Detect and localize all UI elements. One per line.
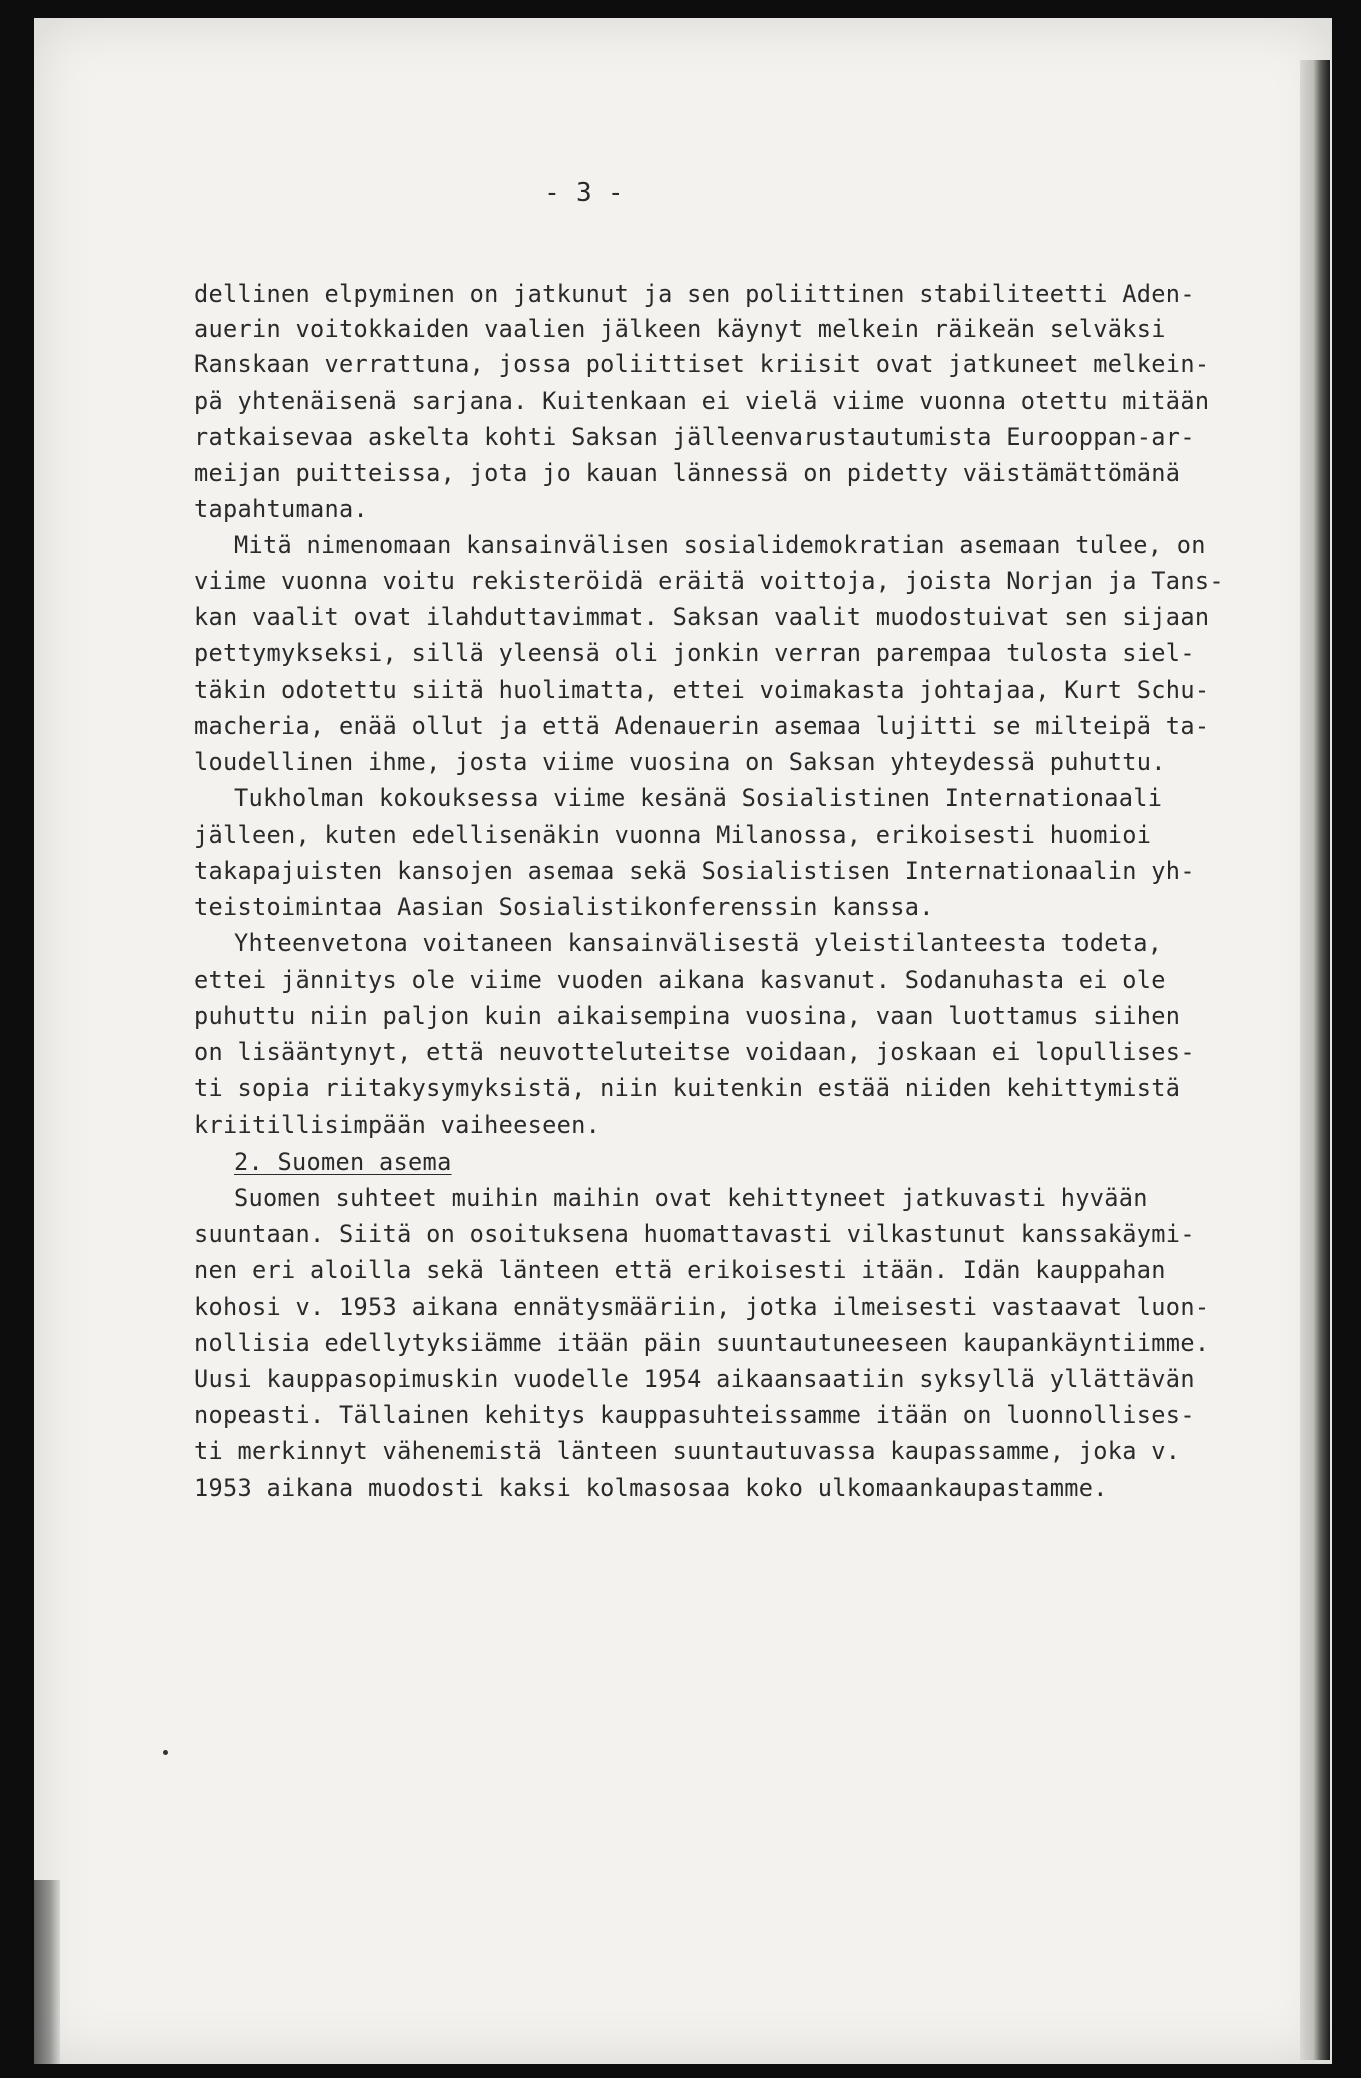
stray-mark xyxy=(163,1750,168,1755)
text-line: nopeasti. Tällainen kehitys kauppasuhteissamme itään on luonnollises- xyxy=(194,1401,1195,1429)
text-line: nen eri aloilla sekä länteen että erikoisesti itään. Idän kauppahan xyxy=(194,1256,1166,1284)
text-line: auerin voitokkaiden vaalien jälkeen käynyt melkein räikeän selväksi xyxy=(194,315,1166,343)
text-line: puhuttu niin paljon kuin aikaisempina vuosina, vaan luottamus siihen xyxy=(194,1002,1181,1030)
text-line: loudellinen ihme, josta viime vuosina on Saksan yhteydessä puhuttu. xyxy=(194,748,1166,776)
text-line: ettei jännitys ole viime vuoden aikana kasvanut. Sodanuhasta ei ole xyxy=(194,966,1166,994)
text-line: pettymykseksi, sillä yleensä oli jonkin verran parempaa tulosta siel- xyxy=(194,639,1195,667)
text-line: suuntaan. Siitä on osoituksena huomattavasti vilkastunut kanssakäymi- xyxy=(194,1220,1195,1248)
text-line: ratkaisevaa askelta kohti Saksan jälleenvarustautumista Eurooppan-ar- xyxy=(194,423,1195,451)
text-line: kohosi v. 1953 aikana ennätysmääriin, jotka ilmeisesti vastaavat luon- xyxy=(194,1293,1210,1321)
text-line: Ranskaan verrattuna, jossa poliittiset kriisit ovat jatkuneet melkein- xyxy=(194,350,1210,378)
section-heading: 2. Suomen asema xyxy=(234,1148,452,1176)
text-line: tapahtumana. xyxy=(194,495,369,523)
page-number: - 3 - xyxy=(544,178,624,208)
text-line: Mitä nimenomaan kansainvälisen sosialidemokratian asemaan tulee, on xyxy=(234,531,1206,559)
text-line: takapajuisten kansojen asemaa sekä Sosialistisen Internationaalin yh- xyxy=(194,857,1195,885)
text-line: ti sopia riitakysymyksistä, niin kuitenkin estää niiden kehittymistä xyxy=(194,1074,1181,1102)
page-edge-right xyxy=(1300,60,1330,2060)
text-line: meijan puitteissa, jota jo kauan lännessä on pidetty väistämättömänä xyxy=(194,459,1181,487)
text-line: Yhteenvetona voitaneen kansainvälisestä yleistilanteesta todeta, xyxy=(234,929,1163,957)
text-line: nollisia edellytyksiämme itään päin suuntautuneeseen kaupankäyntiimme. xyxy=(194,1329,1210,1357)
text-line: ti merkinnyt vähenemistä länteen suuntautuvassa kaupassamme, joka v. xyxy=(194,1437,1181,1465)
text-line: kriitillisimpään vaiheeseen. xyxy=(194,1111,601,1139)
text-line: 1953 aikana muodosti kaksi kolmasosaa koko ulkomaankaupastamme. xyxy=(194,1474,1108,1502)
text-line: on lisääntynyt, että neuvotteluteitse voidaan, joskaan ei lopullises- xyxy=(194,1038,1195,1066)
page-edge-left xyxy=(34,1880,60,2064)
text-line: jälleen, kuten edellisenäkin vuonna Milanossa, erikoisesti huomioi xyxy=(194,821,1152,849)
text-line: dellinen elpyminen on jatkunut ja sen poliittinen stabiliteetti Aden- xyxy=(194,280,1195,308)
text-line: kan vaalit ovat ilahduttavimmat. Saksan vaalit muodostuivat sen sijaan xyxy=(194,603,1210,631)
text-line: Suomen suhteet muihin maihin ovat kehittyneet jatkuvasti hyvään xyxy=(234,1184,1148,1212)
text-line: Tukholman kokouksessa viime kesänä Sosialistinen Internationaali xyxy=(234,784,1163,812)
text-line: Uusi kauppasopimuskin vuodelle 1954 aikaansaatiin syksyllä yllättävän xyxy=(194,1365,1195,1393)
text-line: pä yhtenäisenä sarjana. Kuitenkaan ei vielä viime vuonna otettu mitään xyxy=(194,387,1210,415)
text-line: macheria, enää ollut ja että Adenauerin asemaa lujitti se milteipä ta- xyxy=(194,712,1210,740)
text-line: täkin odotettu siitä huolimatta, ettei voimakasta johtajaa, Kurt Schu- xyxy=(194,676,1210,704)
text-line: viime vuonna voitu rekisteröidä eräitä voittoja, joista Norjan ja Tans- xyxy=(194,567,1224,595)
text-line: teistoimintaa Aasian Sosialistikonferenssin kanssa. xyxy=(194,893,934,921)
